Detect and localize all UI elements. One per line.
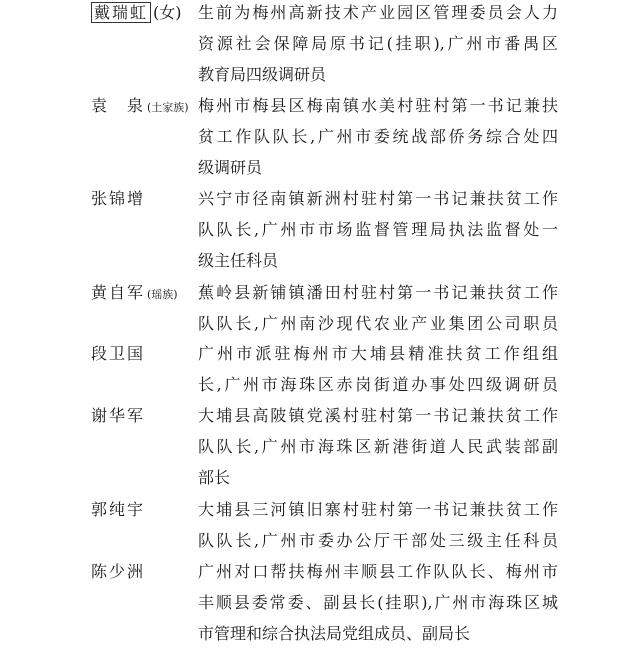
ethnic-note: (瑶族) — [147, 288, 178, 301]
description — [198, 283, 558, 345]
description — [198, 562, 558, 655]
description-line: 队队长,广州南沙现代农业产业集团公司职员 — [198, 314, 558, 333]
person-name — [91, 189, 145, 209]
person-name — [91, 283, 178, 305]
description-line: 长,广州市海珠区赤岗街道办事处四级调研员 — [198, 375, 558, 394]
person-name — [91, 406, 145, 426]
person-name — [91, 3, 182, 23]
person-name — [91, 500, 145, 520]
name-text: 袁 泉 — [91, 96, 146, 115]
name-text: 黄自军 — [91, 283, 146, 302]
description-line: 大埔县三河镇旧寨村驻村第一书记兼扶贫工作 — [198, 500, 558, 519]
description-line: 级调研员 — [198, 158, 263, 177]
description — [198, 189, 558, 282]
description-line: 蕉岭县新铺镇潘田村驻村第一书记兼扶贫工作 — [198, 283, 558, 302]
boxed-name: 戴瑞虹 — [91, 2, 151, 23]
description-line: 资源社会保障局原书记(挂职),广州市番禺区 — [198, 34, 558, 53]
description-line: 丰顺县委常委、副县长(挂职),广州市海珠区城 — [198, 593, 558, 612]
description-line: 队队长,广州市海珠区新港街道人民武装部副 — [198, 437, 558, 456]
description-line: 队队长,广州市市场监督管理局执法监督处一 — [198, 220, 558, 239]
description-line: 队队长,广州市委办公厅干部处三级主任科员 — [198, 531, 558, 550]
description — [198, 344, 558, 406]
description-line: 兴宁市径南镇新洲村驻村第一书记兼扶贫工作 — [198, 189, 558, 208]
description-line: 梅州市梅县区梅南镇水美村驻村第一书记兼扶 — [198, 96, 558, 115]
description — [198, 500, 558, 562]
ethnic-note: (土家族) — [147, 101, 189, 114]
description — [198, 3, 558, 96]
description-line: 部长 — [198, 468, 231, 487]
description-line: 级主任科员 — [198, 251, 279, 270]
description-line: 生前为梅州高新技术产业园区管理委员会人力 — [198, 3, 558, 22]
gender-note: (女) — [153, 3, 182, 22]
person-name — [91, 96, 189, 118]
description-line: 市管理和综合执法局党组成员、副局长 — [198, 624, 471, 643]
description-line: 教育局四级调研员 — [198, 65, 327, 84]
description-line: 大埔县高陂镇党溪村驻村第一书记兼扶贫工作 — [198, 406, 558, 425]
name-text: 段卫国 — [91, 344, 146, 363]
name-text: 谢华军 — [91, 406, 146, 425]
description-line: 广州对口帮扶梅州丰顺县工作队队长、梅州市 — [198, 562, 558, 581]
description — [198, 406, 558, 499]
person-name — [91, 562, 145, 582]
description — [198, 96, 558, 189]
description-line: 广州市派驻梅州市大埔县精准扶贫工作组组 — [198, 344, 558, 363]
name-text: 郭纯宇 — [91, 500, 146, 519]
name-text: 张锦增 — [91, 189, 146, 208]
person-name — [91, 344, 145, 364]
name-text: 陈少洲 — [91, 562, 146, 581]
description-line: 贫工作队队长,广州市委统战部侨务综合处四 — [198, 127, 558, 146]
